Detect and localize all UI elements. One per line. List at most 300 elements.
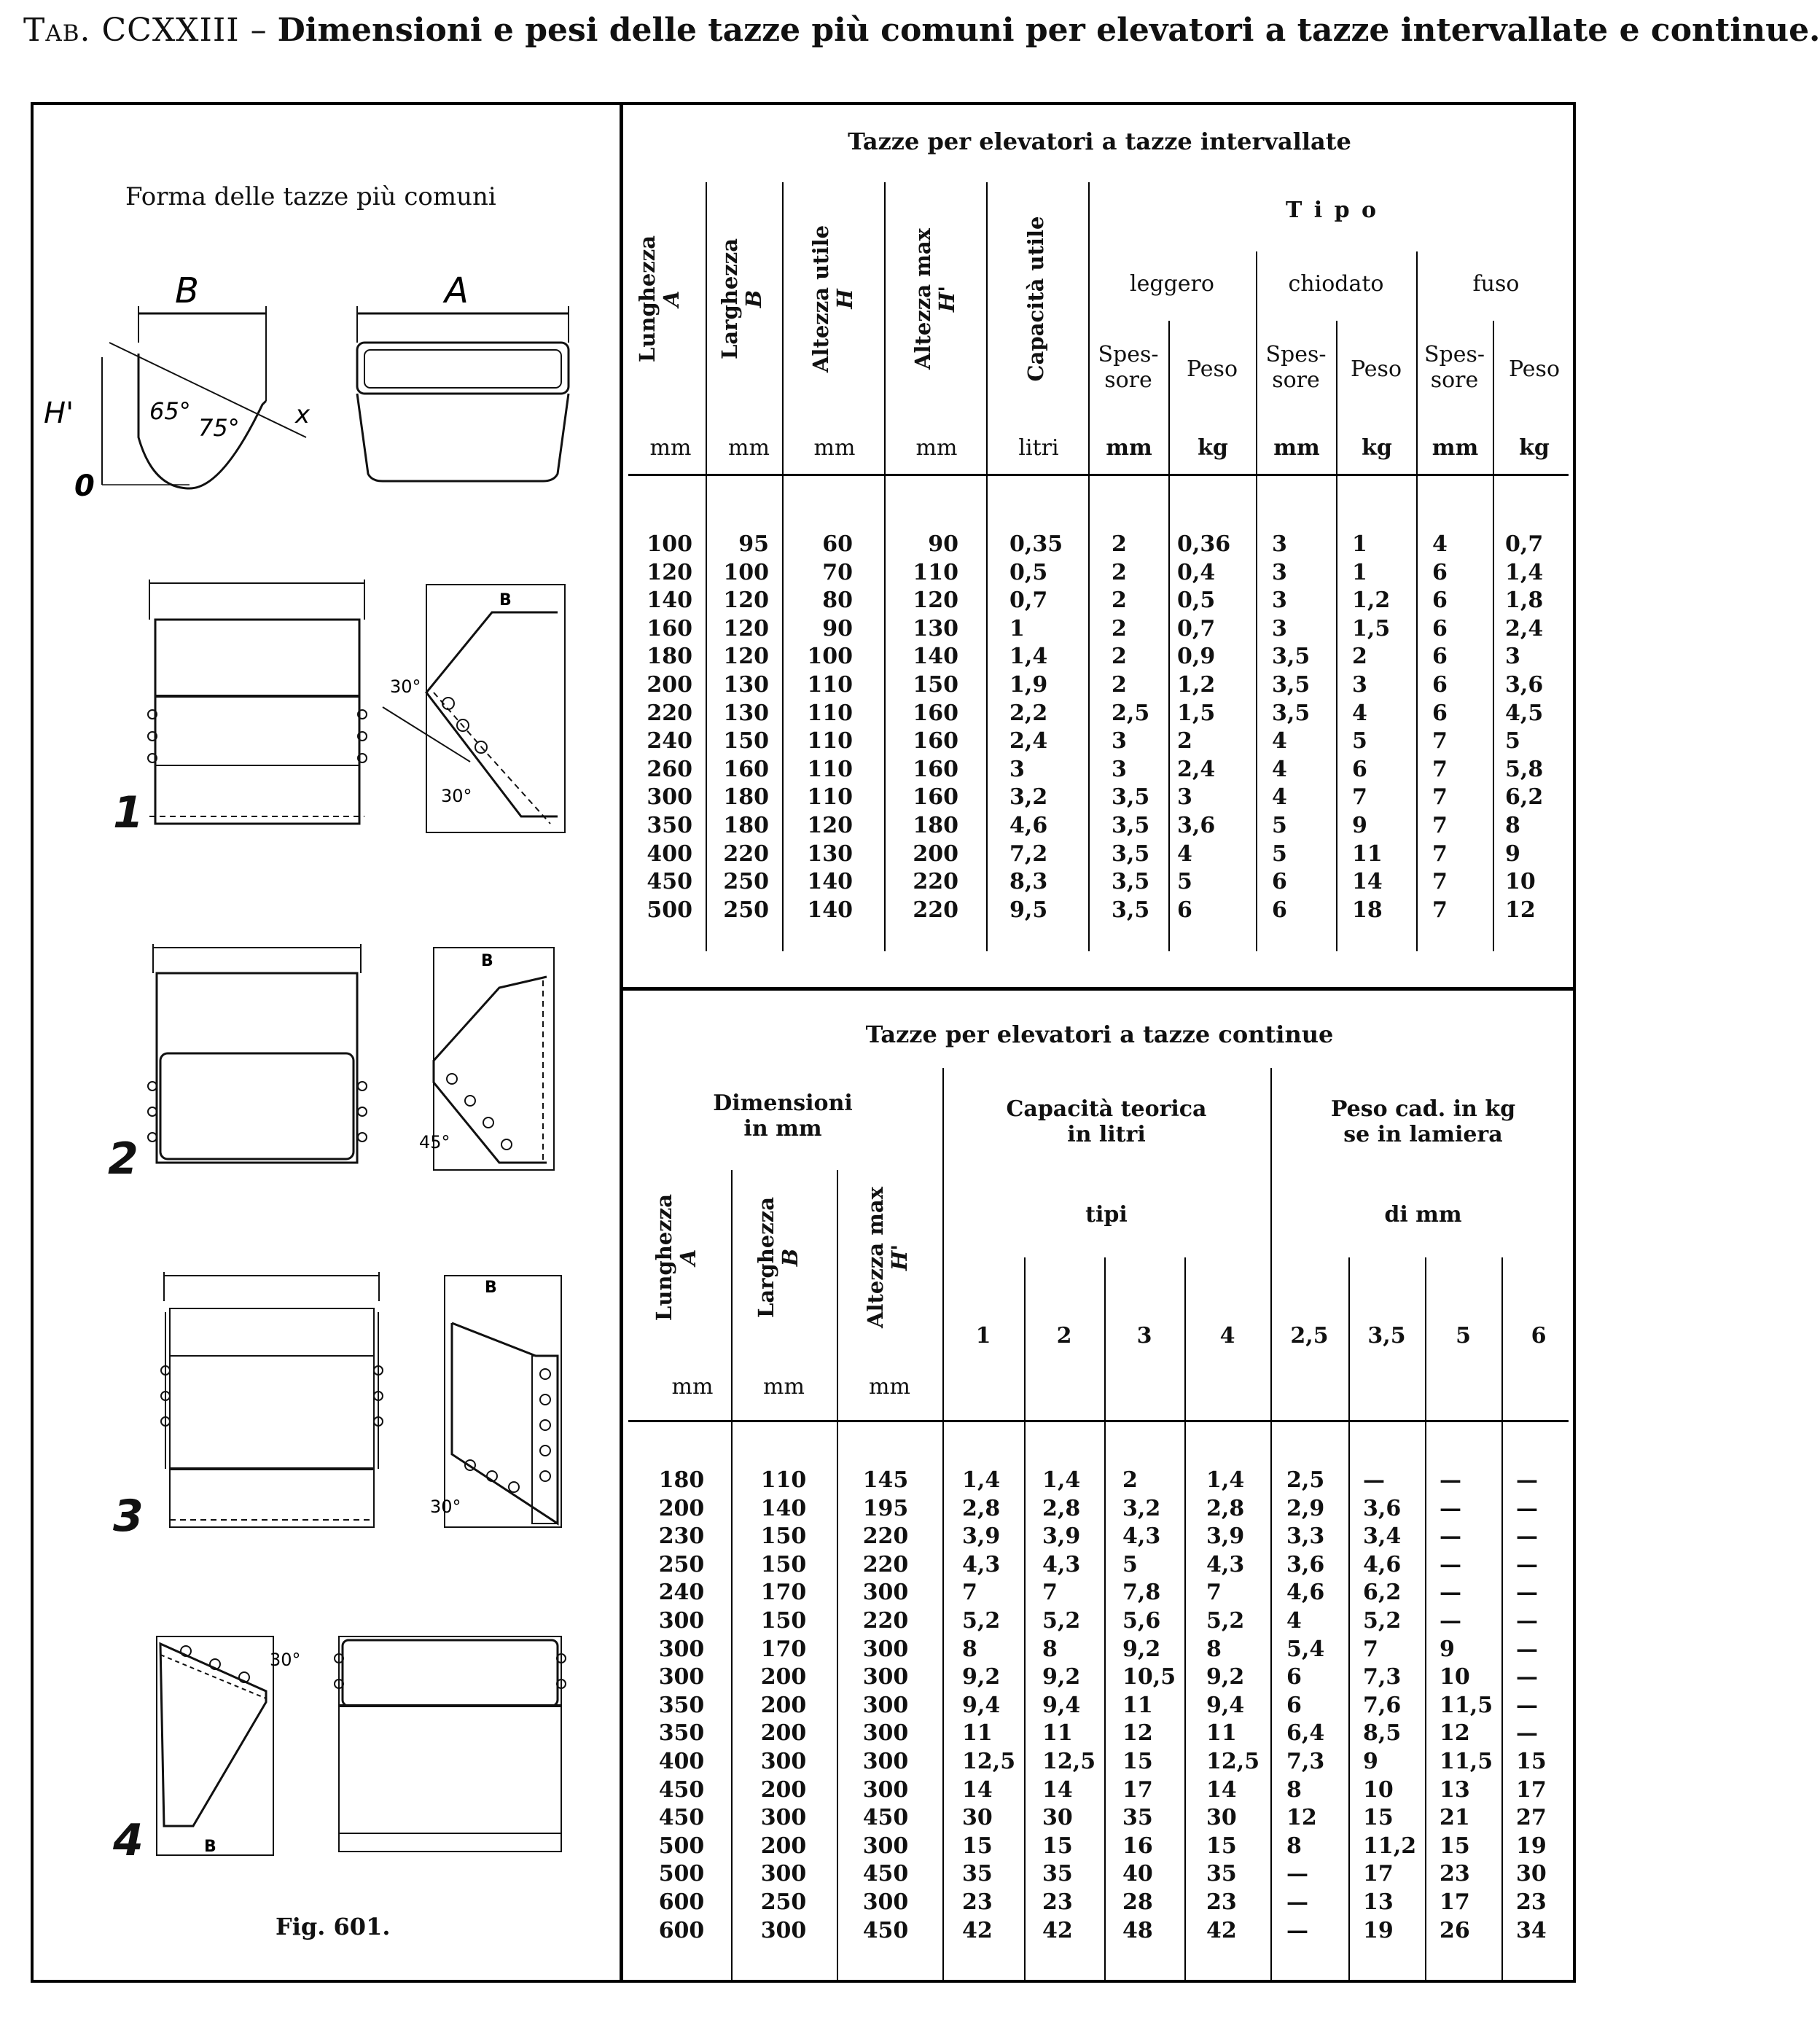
t1-cell: 80 bbox=[822, 588, 853, 614]
bucket-type-2-side bbox=[419, 944, 565, 1177]
t2-cell: 6 bbox=[1286, 1692, 1302, 1718]
t1-cell: 100 bbox=[647, 531, 692, 557]
t2-cell: 11 bbox=[1122, 1692, 1153, 1718]
t2-cell: 13 bbox=[1363, 1889, 1394, 1915]
t1-cell: 140 bbox=[913, 644, 958, 670]
t1-cell: 2 bbox=[1112, 531, 1127, 557]
t1-cell: 300 bbox=[647, 784, 692, 811]
t2-cell: 9 bbox=[1363, 1748, 1378, 1774]
t1-cell: 0,35 bbox=[1009, 531, 1063, 557]
t2-cell: 10,5 bbox=[1122, 1664, 1176, 1690]
t1-header-rule bbox=[628, 474, 1569, 476]
t1-cell: 1,4 bbox=[1505, 559, 1544, 585]
horizontal-divider bbox=[623, 987, 1576, 991]
t2-cell: 150 bbox=[760, 1524, 807, 1550]
t2-cell: 30 bbox=[1516, 1861, 1547, 1887]
t2-cell: 40 bbox=[1122, 1861, 1153, 1887]
t2-cell: — bbox=[1516, 1636, 1538, 1662]
t2-col-sep bbox=[1104, 1257, 1106, 1983]
bucket-type-4-side bbox=[149, 1629, 301, 1870]
shapes-title: Forma delle tazze più comuni bbox=[125, 182, 496, 211]
t1-cell: 4 bbox=[1352, 700, 1367, 726]
t1-cell: 95 bbox=[738, 531, 769, 557]
t2-cell: 30 bbox=[1206, 1805, 1237, 1831]
bucket-profile-sketch bbox=[44, 270, 321, 503]
t2-cell: 23 bbox=[1440, 1861, 1470, 1887]
bucket-type-3-side bbox=[430, 1272, 576, 1534]
t2-numbered-head: 3,5 bbox=[1367, 1323, 1406, 1349]
label-b-3: B bbox=[485, 1279, 497, 1297]
t1-cell: 6 bbox=[1432, 671, 1448, 698]
t2-cell: 150 bbox=[760, 1551, 807, 1577]
t1-cell: 120 bbox=[647, 559, 692, 585]
t1-cell: 1,4 bbox=[1009, 644, 1048, 670]
t1-cell: 3 bbox=[1112, 728, 1127, 754]
t2-cell: 7,6 bbox=[1363, 1692, 1402, 1718]
t1-col-sep bbox=[1493, 321, 1494, 951]
t2-cell: 28 bbox=[1122, 1889, 1153, 1915]
t1-cell: 3,5 bbox=[1112, 784, 1150, 811]
t2-cell: 7 bbox=[1042, 1580, 1058, 1606]
t2-cell: 220 bbox=[862, 1607, 909, 1634]
t1-cell: 110 bbox=[807, 728, 853, 754]
t1-cell: 3,5 bbox=[1112, 869, 1150, 895]
t1-cell: 90 bbox=[928, 531, 958, 557]
t1-sub-spessore: Spes- sore bbox=[1098, 342, 1159, 393]
t1-cell: 160 bbox=[913, 700, 958, 726]
t2-cell: 3,9 bbox=[1042, 1524, 1081, 1550]
t2-cell: 300 bbox=[862, 1748, 909, 1774]
t2-cell: 9,2 bbox=[1206, 1664, 1245, 1690]
t1-cell: 7 bbox=[1432, 784, 1448, 811]
t1-cell: 3,5 bbox=[1272, 671, 1311, 698]
t1-cell: 1,9 bbox=[1009, 671, 1048, 698]
t2-head-larghezza: Larghezza B bbox=[754, 1197, 803, 1318]
t1-cell: 9 bbox=[1505, 840, 1520, 867]
t2-numbered-head: 2 bbox=[1056, 1323, 1072, 1349]
t1-cell: 1 bbox=[1009, 615, 1025, 641]
t1-cell: 140 bbox=[647, 588, 692, 614]
t2-head-tipi: tipi bbox=[1085, 1202, 1128, 1228]
t1-cell: 2 bbox=[1177, 728, 1192, 754]
t2-cell: 2,9 bbox=[1286, 1495, 1325, 1521]
t2-col-sep bbox=[1425, 1257, 1426, 1983]
t1-cell: 400 bbox=[647, 840, 692, 867]
t2-cell: 9,4 bbox=[1042, 1692, 1081, 1718]
t2-col-sep bbox=[731, 1170, 733, 1983]
label-b-1: B bbox=[499, 591, 512, 609]
t1-cell: 240 bbox=[647, 728, 692, 754]
t2-cell: 300 bbox=[760, 1861, 807, 1887]
t2-cell: — bbox=[1516, 1664, 1538, 1690]
figure-number-2: 2 bbox=[108, 1134, 138, 1185]
t2-cell: 16 bbox=[1122, 1833, 1153, 1859]
t1-cell: 7 bbox=[1352, 784, 1367, 811]
t2-cell: 450 bbox=[862, 1805, 909, 1831]
t2-cell: — bbox=[1516, 1495, 1538, 1521]
t1-cell: 14 bbox=[1352, 869, 1383, 895]
t2-cell: 19 bbox=[1363, 1917, 1394, 1943]
t2-cell: 180 bbox=[658, 1467, 705, 1493]
t1-col-sep bbox=[1168, 321, 1170, 951]
t2-cell: 21 bbox=[1440, 1805, 1470, 1831]
t1-column bbox=[1009, 531, 1082, 924]
t2-column bbox=[1440, 1467, 1491, 1945]
t1-column bbox=[794, 531, 853, 924]
bucket-type-1-side bbox=[383, 583, 572, 838]
t2-cell: 6,4 bbox=[1286, 1720, 1325, 1747]
t2-cell: — bbox=[1363, 1467, 1385, 1493]
t2-cell: 500 bbox=[658, 1833, 705, 1859]
t1-cell: 4 bbox=[1177, 840, 1192, 867]
t1-cell: 5 bbox=[1505, 728, 1520, 754]
t2-numbered-head: 3 bbox=[1136, 1323, 1152, 1349]
t2-cell: 14 bbox=[1042, 1776, 1073, 1803]
table-title: Dimensioni e pesi delle tazze più comuni per elevatori a tazze intervallate e continue. bbox=[277, 12, 1820, 49]
t2-cell: 12 bbox=[1286, 1805, 1317, 1831]
t2-head-lunghezza: Lunghezza A bbox=[652, 1193, 701, 1322]
t2-unit: mm bbox=[869, 1374, 910, 1400]
t1-column bbox=[1352, 531, 1407, 924]
t2-cell: 300 bbox=[862, 1720, 909, 1747]
t2-cell: 42 bbox=[962, 1917, 993, 1943]
t1-cell: 130 bbox=[723, 671, 769, 698]
t2-cell: 35 bbox=[1122, 1805, 1153, 1831]
t2-cell: — bbox=[1440, 1607, 1461, 1634]
t2-cell: 15 bbox=[1363, 1805, 1394, 1831]
t1-column bbox=[634, 531, 692, 924]
label-h: H' bbox=[44, 397, 74, 430]
t1-cell: 4 bbox=[1272, 784, 1287, 811]
t1-cell: 5 bbox=[1272, 812, 1287, 838]
t2-cell: 35 bbox=[962, 1861, 993, 1887]
t2-cell: 1,4 bbox=[1042, 1467, 1081, 1493]
t1-cell: 110 bbox=[807, 671, 853, 698]
t1-column bbox=[893, 531, 958, 924]
t1-cell: 220 bbox=[913, 869, 958, 895]
t1-head-fuso: fuso bbox=[1472, 271, 1520, 297]
t1-cell: 7 bbox=[1432, 728, 1448, 754]
t2-cell: 200 bbox=[760, 1664, 807, 1690]
label-o: 0 bbox=[74, 469, 95, 503]
t1-cell: 3 bbox=[1505, 644, 1520, 670]
t1-column bbox=[1177, 531, 1235, 924]
t1-cell: 3,5 bbox=[1112, 812, 1150, 838]
t1-column bbox=[1112, 531, 1155, 924]
t2-head-dimm: di mm bbox=[1384, 1202, 1462, 1228]
t1-cell: 250 bbox=[723, 869, 769, 895]
t2-cell: 19 bbox=[1516, 1833, 1547, 1859]
label-a: A bbox=[445, 270, 469, 311]
t1-column bbox=[1272, 531, 1316, 924]
continue-title: Tazze per elevatori a tazze continue bbox=[865, 1021, 1334, 1048]
t1-cell: 0,5 bbox=[1009, 559, 1048, 585]
t1-head-chiodato: chiodato bbox=[1288, 271, 1384, 297]
t1-unit: kg bbox=[1519, 435, 1550, 461]
page-title bbox=[23, 12, 1820, 49]
t2-column bbox=[1042, 1467, 1096, 1945]
t1-cell: 3 bbox=[1272, 615, 1287, 641]
t2-cell: 5,2 bbox=[1042, 1607, 1081, 1634]
t1-head-tipo: T i p o bbox=[1285, 198, 1379, 223]
t1-cell: 3,5 bbox=[1272, 644, 1311, 670]
t2-cell: 4,3 bbox=[1042, 1551, 1081, 1577]
t2-cell: 2,5 bbox=[1286, 1467, 1325, 1493]
t1-cell: 6,2 bbox=[1505, 784, 1544, 811]
t2-cell: 5,4 bbox=[1286, 1636, 1325, 1662]
figure-number-4: 4 bbox=[113, 1815, 144, 1866]
t2-cell: 500 bbox=[658, 1861, 705, 1887]
t2-cell: 7 bbox=[962, 1580, 977, 1606]
t1-cell: 6 bbox=[1272, 897, 1287, 923]
t1-cell: 3 bbox=[1177, 784, 1192, 811]
t2-cell: 11 bbox=[962, 1720, 993, 1747]
t1-cell: 5 bbox=[1177, 869, 1192, 895]
t2-cell: 195 bbox=[862, 1495, 909, 1521]
t2-cell: 220 bbox=[862, 1551, 909, 1577]
t2-cell: 300 bbox=[862, 1692, 909, 1718]
t1-cell: 3 bbox=[1352, 671, 1367, 698]
t2-cell: — bbox=[1440, 1467, 1461, 1493]
t2-cell: 2,8 bbox=[1042, 1495, 1081, 1521]
t2-cell: 350 bbox=[658, 1720, 705, 1747]
t1-cell: 6 bbox=[1432, 644, 1448, 670]
label-b-2: B bbox=[481, 952, 493, 970]
t2-numbered-head: 5 bbox=[1456, 1323, 1471, 1349]
t1-column bbox=[1505, 531, 1563, 924]
label-30-1b: 30° bbox=[441, 786, 472, 806]
label-b-4: B bbox=[204, 1838, 216, 1856]
t2-column bbox=[1516, 1467, 1567, 1945]
t1-cell: 4 bbox=[1432, 531, 1448, 557]
t2-cell: — bbox=[1516, 1467, 1538, 1493]
label-30-1a: 30° bbox=[390, 676, 421, 697]
t2-col-sep bbox=[837, 1170, 838, 1983]
t2-numbered-head: 1 bbox=[975, 1323, 991, 1349]
t1-cell: 160 bbox=[913, 756, 958, 782]
t2-cell: — bbox=[1286, 1889, 1308, 1915]
t2-cell: 3,6 bbox=[1363, 1495, 1402, 1521]
t1-cell: 2 bbox=[1112, 559, 1127, 585]
t1-cell: 8 bbox=[1505, 812, 1520, 838]
t2-group-dimensioni: Dimensioni in mm bbox=[713, 1091, 853, 1142]
t1-cell: 12 bbox=[1505, 897, 1536, 923]
t2-cell: — bbox=[1440, 1524, 1461, 1550]
t1-cell: 7 bbox=[1432, 840, 1448, 867]
t1-cell: 1 bbox=[1352, 531, 1367, 557]
t2-cell: 30 bbox=[1042, 1805, 1073, 1831]
t2-cell: 2,8 bbox=[1206, 1495, 1245, 1521]
t2-cell: 9,4 bbox=[962, 1692, 1001, 1718]
t2-cell: 17 bbox=[1516, 1776, 1547, 1803]
t2-col-sep bbox=[1348, 1257, 1350, 1983]
t1-cell: 60 bbox=[822, 531, 853, 557]
t2-cell: 15 bbox=[1440, 1833, 1470, 1859]
t2-cell: 5,2 bbox=[962, 1607, 1001, 1634]
t1-cell: 350 bbox=[647, 812, 692, 838]
t2-cell: 15 bbox=[1516, 1748, 1547, 1774]
t2-cell: 7,8 bbox=[1122, 1580, 1161, 1606]
t1-cell: 100 bbox=[807, 644, 853, 670]
t2-cell: 220 bbox=[862, 1524, 909, 1550]
t1-cell: 450 bbox=[647, 869, 692, 895]
t2-cell: 600 bbox=[658, 1917, 705, 1943]
t2-column bbox=[1286, 1467, 1337, 1945]
t2-cell: 3,4 bbox=[1363, 1524, 1402, 1550]
t1-cell: 3 bbox=[1272, 531, 1287, 557]
label-45: 45° bbox=[419, 1132, 450, 1152]
t1-cell: 140 bbox=[807, 869, 853, 895]
t1-cell: 3,5 bbox=[1112, 840, 1150, 867]
t1-cell: 18 bbox=[1352, 897, 1383, 923]
t2-cell: 10 bbox=[1440, 1664, 1470, 1690]
t1-sub-spessore: Spes- sore bbox=[1265, 342, 1327, 393]
t2-column bbox=[1206, 1467, 1261, 1945]
t1-column bbox=[1432, 531, 1476, 924]
t2-cell: 300 bbox=[760, 1917, 807, 1943]
t1-cell: 2 bbox=[1352, 644, 1367, 670]
t2-cell: 240 bbox=[658, 1580, 705, 1606]
t1-cell: 140 bbox=[807, 897, 853, 923]
t2-cell: — bbox=[1516, 1607, 1538, 1634]
t1-col-sep bbox=[782, 182, 784, 951]
t1-cell: 2 bbox=[1112, 644, 1127, 670]
t2-cell: 350 bbox=[658, 1692, 705, 1718]
t2-cell: 23 bbox=[962, 1889, 993, 1915]
t2-cell: 1,4 bbox=[1206, 1467, 1245, 1493]
t2-cell: 23 bbox=[1042, 1889, 1073, 1915]
t2-cell: 300 bbox=[658, 1636, 705, 1662]
t2-unit: mm bbox=[671, 1374, 714, 1400]
t1-unit: mm bbox=[915, 435, 958, 461]
t1-cell: 5 bbox=[1352, 728, 1367, 754]
t2-cell: 12 bbox=[1440, 1720, 1470, 1747]
t2-cell: 30 bbox=[962, 1805, 993, 1831]
t1-sub-peso: Peso bbox=[1508, 356, 1561, 382]
t1-cell: 260 bbox=[647, 756, 692, 782]
t2-cell: 6 bbox=[1286, 1664, 1302, 1690]
t1-cell: 6 bbox=[1432, 700, 1448, 726]
t2-cell: 300 bbox=[862, 1636, 909, 1662]
t1-sub-spessore: Spes- sore bbox=[1423, 342, 1485, 393]
figure-number-3: 3 bbox=[113, 1491, 144, 1542]
t1-cell: 11 bbox=[1352, 840, 1383, 867]
t1-col-sep bbox=[884, 182, 886, 951]
t2-cell: 7,3 bbox=[1286, 1748, 1325, 1774]
t1-cell: 70 bbox=[822, 559, 853, 585]
t2-cell: 300 bbox=[862, 1776, 909, 1803]
t1-cell: 160 bbox=[647, 615, 692, 641]
t2-cell: 9,2 bbox=[962, 1664, 1001, 1690]
t1-cell: 6 bbox=[1432, 588, 1448, 614]
t2-cell: 15 bbox=[1042, 1833, 1073, 1859]
t1-cell: 7 bbox=[1432, 812, 1448, 838]
t2-cell: 4,3 bbox=[1206, 1551, 1245, 1577]
t2-cell: 3,9 bbox=[962, 1524, 1001, 1550]
t2-head-altezza-max: Altezza max H' bbox=[863, 1187, 913, 1328]
t1-cell: 7 bbox=[1432, 756, 1448, 782]
t2-cell: 250 bbox=[760, 1889, 807, 1915]
t2-cell: 200 bbox=[760, 1720, 807, 1747]
t1-cell: 1 bbox=[1352, 559, 1367, 585]
t2-cell: 11,5 bbox=[1440, 1748, 1493, 1774]
t2-cell: 110 bbox=[760, 1467, 807, 1493]
t2-cell: 200 bbox=[760, 1833, 807, 1859]
t1-cell: 1,5 bbox=[1177, 700, 1216, 726]
t2-column bbox=[853, 1467, 918, 1945]
t2-cell: 3,3 bbox=[1286, 1524, 1325, 1550]
t1-cell: 1,8 bbox=[1505, 588, 1544, 614]
t2-col-sep bbox=[1024, 1257, 1026, 1983]
t1-cell: 0,5 bbox=[1177, 588, 1216, 614]
t1-cell: 0,7 bbox=[1177, 615, 1216, 641]
t2-cell: 14 bbox=[962, 1776, 993, 1803]
t1-cell: 160 bbox=[913, 784, 958, 811]
t2-cell: 5,2 bbox=[1206, 1607, 1245, 1634]
t2-cell: 150 bbox=[760, 1607, 807, 1634]
t2-cell: 8 bbox=[1286, 1833, 1302, 1859]
t1-cell: 110 bbox=[913, 559, 958, 585]
t2-cell: 4,3 bbox=[962, 1551, 1001, 1577]
t2-cell: 2 bbox=[1122, 1467, 1138, 1493]
t2-cell: — bbox=[1440, 1580, 1461, 1606]
t2-cell: 42 bbox=[1206, 1917, 1237, 1943]
t1-column bbox=[714, 531, 769, 924]
t2-cell: 8 bbox=[1042, 1636, 1058, 1662]
t1-cell: 1,5 bbox=[1352, 615, 1391, 641]
t2-numbered-head: 2,5 bbox=[1290, 1323, 1329, 1349]
t1-unit: mm bbox=[728, 435, 770, 461]
t2-cell: 450 bbox=[658, 1805, 705, 1831]
t2-cell: — bbox=[1440, 1551, 1461, 1577]
t2-cell: 3,9 bbox=[1206, 1524, 1245, 1550]
t2-cell: 15 bbox=[962, 1833, 993, 1859]
t1-unit: mm bbox=[649, 435, 692, 461]
t2-cell: 15 bbox=[1206, 1833, 1237, 1859]
t1-cell: 3,2 bbox=[1009, 784, 1048, 811]
t1-cell: 6 bbox=[1272, 869, 1287, 895]
t1-cell: 130 bbox=[913, 615, 958, 641]
t2-cell: 300 bbox=[760, 1805, 807, 1831]
label-ang1: 65° bbox=[149, 397, 191, 425]
bucket-type-2-front bbox=[142, 940, 375, 1174]
t2-cell: 400 bbox=[658, 1748, 705, 1774]
t2-cell: 35 bbox=[1206, 1861, 1237, 1887]
t2-cell: 7 bbox=[1363, 1636, 1378, 1662]
t1-cell: 0,7 bbox=[1009, 588, 1048, 614]
t2-cell: — bbox=[1286, 1861, 1308, 1887]
intervallate-title: Tazze per elevatori a tazze intervallate bbox=[848, 128, 1351, 155]
label-b: B bbox=[175, 270, 199, 311]
label-ang2: 75° bbox=[198, 414, 240, 442]
t1-cell: 200 bbox=[913, 840, 958, 867]
t1-cell: 1,2 bbox=[1352, 588, 1391, 614]
t1-cell: 220 bbox=[913, 897, 958, 923]
t2-cell: 12,5 bbox=[962, 1748, 1016, 1774]
t1-cell: 5 bbox=[1272, 840, 1287, 867]
t1-cell: 6 bbox=[1352, 756, 1367, 782]
t1-sub-peso: Peso bbox=[1350, 356, 1402, 382]
t2-cell: 7,3 bbox=[1363, 1664, 1402, 1690]
t1-cell: 0,4 bbox=[1177, 559, 1216, 585]
t1-sub-peso: Peso bbox=[1186, 356, 1238, 382]
table-number: Tab. CCXXIII – bbox=[23, 12, 267, 49]
t1-cell: 6 bbox=[1177, 897, 1192, 923]
t2-cell: 11 bbox=[1206, 1720, 1237, 1747]
t1-cell: 110 bbox=[807, 784, 853, 811]
t1-cell: 9,5 bbox=[1009, 897, 1048, 923]
bucket-type-1-front bbox=[142, 576, 375, 838]
